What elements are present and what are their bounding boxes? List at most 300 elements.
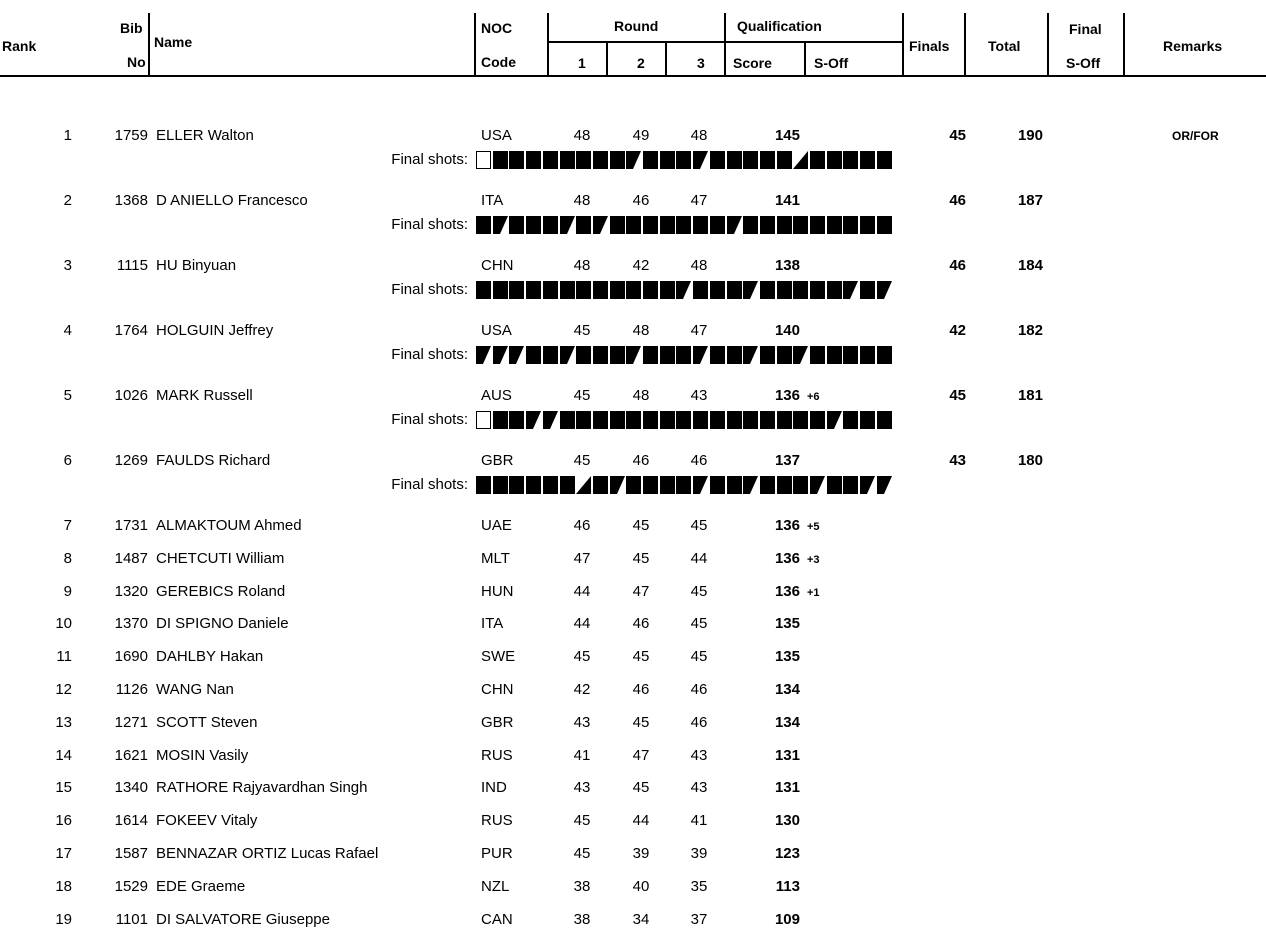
final-shots-label: Final shots: bbox=[391, 281, 468, 298]
hit-shot-icon bbox=[542, 151, 558, 169]
rank-cell: 15 bbox=[55, 779, 72, 797]
noc-cell: CHN bbox=[481, 257, 514, 274]
hit-shot-icon bbox=[726, 281, 742, 299]
round-3-cell: 43 bbox=[690, 746, 708, 764]
header-rank: Rank bbox=[2, 38, 37, 54]
round-3-cell: 45 bbox=[690, 615, 708, 633]
round-2-cell: 45 bbox=[632, 517, 650, 534]
rank-cell: 16 bbox=[55, 812, 72, 830]
total-cell: 190 bbox=[1017, 127, 1043, 144]
bib-cell: 1487 bbox=[114, 549, 148, 567]
partial-shot-icon bbox=[692, 476, 708, 494]
round-2-cell: 40 bbox=[632, 877, 650, 895]
hit-shot-icon bbox=[542, 346, 558, 364]
name-cell: GEREBICS Roland bbox=[156, 582, 286, 600]
hit-shot-icon bbox=[859, 281, 875, 299]
hit-shot-icon bbox=[592, 151, 608, 169]
name-cell: WANG Nan bbox=[156, 681, 234, 698]
name-cell: FAULDS Richard bbox=[156, 452, 271, 469]
hit-shot-icon bbox=[876, 151, 892, 169]
hit-shot-icon bbox=[826, 346, 842, 364]
name-cell: HU Binyuan bbox=[156, 257, 237, 274]
hit-shot-icon bbox=[625, 411, 641, 429]
qualification-score-cell: 136 bbox=[774, 517, 800, 534]
qualification-score-cell: 138 bbox=[774, 257, 800, 274]
qualification-score-cell: 131 bbox=[774, 746, 800, 764]
partial-shot-icon bbox=[575, 476, 591, 494]
hit-shot-icon bbox=[508, 216, 524, 234]
noc-cell: RUS bbox=[481, 812, 513, 830]
round-1-cell: 45 bbox=[573, 845, 591, 862]
hit-shot-icon bbox=[692, 281, 708, 299]
round-2-cell: 47 bbox=[632, 746, 650, 764]
partial-shot-icon bbox=[742, 346, 758, 364]
rank-cell: 3 bbox=[63, 257, 72, 274]
hit-shot-icon bbox=[809, 281, 825, 299]
hit-shot-icon bbox=[859, 216, 875, 234]
partial-shot-icon bbox=[809, 476, 825, 494]
hit-shot-icon bbox=[492, 281, 508, 299]
hit-shot-icon bbox=[525, 151, 541, 169]
finals-cell: 45 bbox=[949, 387, 966, 404]
hit-shot-icon bbox=[776, 151, 792, 169]
partial-shot-icon bbox=[792, 151, 808, 169]
hit-shot-icon bbox=[859, 346, 875, 364]
bib-cell: 1340 bbox=[114, 779, 148, 797]
hit-shot-icon bbox=[525, 216, 541, 234]
round-2-cell: 46 bbox=[632, 452, 650, 469]
rank-cell: 8 bbox=[63, 549, 72, 567]
hit-shot-icon bbox=[559, 281, 575, 299]
partial-shot-icon bbox=[492, 346, 508, 364]
partial-shot-icon bbox=[876, 476, 892, 494]
finals-cell: 43 bbox=[949, 452, 966, 469]
round-1-cell: 47 bbox=[573, 549, 591, 567]
hit-shot-icon bbox=[508, 411, 524, 429]
hit-shot-icon bbox=[759, 151, 775, 169]
hit-shot-icon bbox=[525, 346, 541, 364]
noc-cell: CAN bbox=[481, 910, 513, 928]
hit-shot-icon bbox=[609, 411, 625, 429]
hit-shot-icon bbox=[609, 346, 625, 364]
header-score: Score bbox=[733, 55, 772, 71]
header-bib-top: Bib bbox=[120, 20, 143, 36]
qualification-score-cell: 134 bbox=[774, 681, 800, 698]
round-1-cell: 44 bbox=[573, 582, 591, 600]
round-1-cell: 41 bbox=[573, 746, 591, 764]
name-cell: HOLGUIN Jeffrey bbox=[156, 322, 274, 339]
round-3-cell: 46 bbox=[690, 713, 708, 731]
hit-shot-icon bbox=[859, 151, 875, 169]
hit-shot-icon bbox=[475, 476, 491, 494]
hit-shot-icon bbox=[625, 281, 641, 299]
shoot-off-cell: +5 bbox=[807, 521, 820, 533]
hit-shot-icon bbox=[809, 151, 825, 169]
round-2-cell: 45 bbox=[632, 549, 650, 567]
final-shots-label: Final shots: bbox=[391, 216, 468, 233]
finals-cell: 46 bbox=[949, 257, 966, 274]
final-shots-label: Final shots: bbox=[391, 411, 468, 428]
qualification-score-cell: 135 bbox=[774, 648, 800, 666]
partial-shot-icon bbox=[542, 411, 558, 429]
partial-shot-icon bbox=[492, 216, 508, 234]
partial-shot-icon bbox=[826, 411, 842, 429]
hit-shot-icon bbox=[826, 476, 842, 494]
name-cell: MARK Russell bbox=[156, 387, 253, 404]
hit-shot-icon bbox=[759, 281, 775, 299]
hit-shot-icon bbox=[575, 281, 591, 299]
hit-shot-icon bbox=[742, 151, 758, 169]
noc-cell: GBR bbox=[481, 713, 514, 731]
hit-shot-icon bbox=[692, 411, 708, 429]
hit-shot-icon bbox=[842, 476, 858, 494]
round-2-cell: 45 bbox=[632, 648, 650, 666]
hit-shot-icon bbox=[609, 151, 625, 169]
rank-cell: 17 bbox=[55, 845, 72, 862]
bib-cell: 1368 bbox=[114, 192, 148, 209]
qualification-score-cell: 141 bbox=[774, 192, 800, 209]
hit-shot-icon bbox=[659, 216, 675, 234]
bib-cell: 1320 bbox=[114, 582, 148, 600]
hit-shot-icon bbox=[592, 281, 608, 299]
qualification-score-cell: 136 bbox=[774, 387, 800, 404]
bib-cell: 1764 bbox=[114, 322, 148, 339]
hit-shot-icon bbox=[726, 476, 742, 494]
hit-shot-icon bbox=[809, 411, 825, 429]
hit-shot-icon bbox=[625, 216, 641, 234]
hit-shot-icon bbox=[826, 281, 842, 299]
hit-shot-icon bbox=[659, 281, 675, 299]
hit-shot-icon bbox=[842, 411, 858, 429]
hit-shot-icon bbox=[792, 476, 808, 494]
bib-cell: 1759 bbox=[114, 127, 148, 144]
round-3-cell: 37 bbox=[690, 910, 708, 928]
round-3-cell: 48 bbox=[690, 127, 708, 144]
finals-cell: 46 bbox=[949, 192, 966, 209]
noc-cell: USA bbox=[481, 322, 512, 339]
final-shots-label: Final shots: bbox=[391, 151, 468, 168]
hit-shot-icon bbox=[826, 151, 842, 169]
name-cell: RATHORE Rajyavardhan Singh bbox=[156, 779, 368, 797]
rank-cell: 14 bbox=[55, 746, 72, 764]
noc-cell: HUN bbox=[481, 582, 514, 600]
hit-shot-icon bbox=[542, 216, 558, 234]
total-cell: 181 bbox=[1017, 387, 1043, 404]
hit-shot-icon bbox=[742, 216, 758, 234]
qualification-score-cell: 140 bbox=[774, 322, 800, 339]
round-3-cell: 41 bbox=[690, 812, 708, 830]
round-1-cell: 48 bbox=[573, 192, 591, 209]
hit-shot-icon bbox=[492, 476, 508, 494]
hit-shot-icon bbox=[525, 476, 541, 494]
shoot-off-cell: +1 bbox=[807, 586, 820, 599]
total-cell: 180 bbox=[1017, 452, 1043, 469]
round-1-cell: 45 bbox=[573, 648, 591, 666]
hit-shot-icon bbox=[842, 346, 858, 364]
round-1-cell: 48 bbox=[573, 127, 591, 144]
qualification-score-cell: 137 bbox=[774, 452, 800, 469]
shoot-off-cell: +3 bbox=[807, 553, 820, 566]
hit-shot-icon bbox=[859, 411, 875, 429]
round-1-cell: 45 bbox=[573, 322, 591, 339]
header-round: Round bbox=[614, 18, 659, 34]
total-cell: 182 bbox=[1017, 322, 1043, 339]
qualification-score-cell: 123 bbox=[774, 845, 800, 862]
hit-shot-icon bbox=[675, 411, 691, 429]
noc-cell: UAE bbox=[481, 517, 512, 534]
hit-shot-icon bbox=[709, 346, 725, 364]
name-cell: SCOTT Steven bbox=[156, 713, 258, 731]
hit-shot-icon bbox=[776, 476, 792, 494]
rank-cell: 11 bbox=[56, 648, 72, 666]
partial-shot-icon bbox=[792, 346, 808, 364]
hit-shot-icon bbox=[792, 411, 808, 429]
hit-shot-icon bbox=[842, 151, 858, 169]
bib-cell: 1690 bbox=[114, 648, 148, 666]
hit-shot-icon bbox=[508, 151, 524, 169]
rank-cell: 18 bbox=[55, 877, 72, 895]
hit-shot-icon bbox=[759, 346, 775, 364]
hit-shot-icon bbox=[559, 411, 575, 429]
hit-shot-icon bbox=[542, 281, 558, 299]
hit-shot-icon bbox=[525, 281, 541, 299]
name-cell: DI SALVATORE Giuseppe bbox=[156, 910, 330, 928]
bib-cell: 1269 bbox=[114, 452, 148, 469]
round-2-cell: 44 bbox=[632, 812, 650, 830]
hit-shot-icon bbox=[659, 346, 675, 364]
bib-cell: 1621 bbox=[114, 746, 148, 764]
qualification-score-cell: 109 bbox=[774, 910, 800, 928]
header-noc-top: NOC bbox=[481, 20, 513, 36]
qualification-score-cell: 145 bbox=[774, 127, 800, 144]
partial-shot-icon bbox=[559, 216, 575, 234]
header-noc-bottom: Code bbox=[481, 54, 516, 70]
header-qualification: Qualification bbox=[737, 18, 822, 34]
qualification-score-cell: 130 bbox=[774, 812, 800, 830]
partial-shot-icon bbox=[625, 346, 641, 364]
hit-shot-icon bbox=[475, 216, 491, 234]
hit-shot-icon bbox=[709, 476, 725, 494]
round-3-cell: 46 bbox=[690, 681, 708, 698]
noc-cell: SWE bbox=[481, 648, 516, 666]
hit-shot-icon bbox=[809, 346, 825, 364]
header-round-1: 1 bbox=[578, 55, 586, 71]
bib-cell: 1587 bbox=[114, 845, 148, 862]
bib-cell: 1101 bbox=[115, 910, 148, 928]
rank-cell: 6 bbox=[63, 452, 72, 469]
partial-shot-icon bbox=[508, 346, 524, 364]
finals-cell: 42 bbox=[949, 322, 966, 339]
partial-shot-icon bbox=[742, 281, 758, 299]
hit-shot-icon bbox=[625, 476, 641, 494]
noc-cell: RUS bbox=[481, 746, 513, 764]
hit-shot-icon bbox=[659, 476, 675, 494]
round-1-cell: 43 bbox=[573, 713, 591, 731]
name-cell: ALMAKTOUM Ahmed bbox=[156, 517, 302, 534]
hit-shot-icon bbox=[575, 346, 591, 364]
round-2-cell: 42 bbox=[632, 257, 650, 274]
name-cell: MOSIN Vasily bbox=[156, 746, 249, 764]
hit-shot-icon bbox=[675, 216, 691, 234]
name-cell: D ANIELLO Francesco bbox=[156, 192, 308, 209]
hit-shot-icon bbox=[759, 476, 775, 494]
hit-shot-icon bbox=[592, 411, 608, 429]
partial-shot-icon bbox=[842, 281, 858, 299]
header-total: Total bbox=[988, 38, 1021, 54]
hit-shot-icon bbox=[592, 476, 608, 494]
round-1-cell: 38 bbox=[573, 877, 591, 895]
empty-shot-icon bbox=[475, 151, 491, 169]
noc-cell: AUS bbox=[481, 387, 512, 404]
rank-cell: 4 bbox=[63, 322, 72, 339]
total-cell: 187 bbox=[1017, 192, 1043, 209]
name-cell: BENNAZAR ORTIZ Lucas Rafael bbox=[156, 845, 379, 862]
qualification-score-cell: 136 bbox=[774, 582, 800, 600]
round-3-cell: 35 bbox=[690, 877, 708, 895]
hit-shot-icon bbox=[726, 411, 742, 429]
rank-cell: 9 bbox=[63, 582, 72, 600]
remarks-cell: OR/FOR bbox=[1172, 129, 1219, 143]
bib-cell: 1026 bbox=[114, 387, 148, 404]
round-3-cell: 45 bbox=[690, 582, 708, 600]
round-1-cell: 45 bbox=[573, 387, 591, 404]
name-cell: CHETCUTI William bbox=[156, 549, 285, 567]
hit-shot-icon bbox=[642, 411, 658, 429]
round-2-cell: 46 bbox=[632, 192, 650, 209]
hit-shot-icon bbox=[726, 151, 742, 169]
round-3-cell: 44 bbox=[690, 549, 708, 567]
hit-shot-icon bbox=[876, 346, 892, 364]
round-1-cell: 48 bbox=[573, 257, 591, 274]
hit-shot-icon bbox=[809, 216, 825, 234]
bib-cell: 1370 bbox=[114, 615, 148, 633]
bib-cell: 1271 bbox=[114, 713, 148, 731]
round-1-cell: 46 bbox=[573, 517, 591, 534]
round-3-cell: 43 bbox=[690, 779, 708, 797]
hit-shot-icon bbox=[642, 151, 658, 169]
header-round-2: 2 bbox=[637, 55, 645, 71]
round-1-cell: 42 bbox=[573, 681, 591, 698]
hit-shot-icon bbox=[575, 411, 591, 429]
bib-cell: 1126 bbox=[115, 681, 148, 698]
hit-shot-icon bbox=[759, 216, 775, 234]
round-3-cell: 45 bbox=[690, 648, 708, 666]
header-final-top: Final bbox=[1069, 21, 1102, 37]
round-3-cell: 48 bbox=[690, 257, 708, 274]
partial-shot-icon bbox=[876, 281, 892, 299]
hit-shot-icon bbox=[508, 281, 524, 299]
partial-shot-icon bbox=[559, 346, 575, 364]
rank-cell: 13 bbox=[55, 713, 72, 731]
partial-shot-icon bbox=[675, 281, 691, 299]
hit-shot-icon bbox=[508, 476, 524, 494]
noc-cell: PUR bbox=[481, 845, 513, 862]
partial-shot-icon bbox=[726, 216, 742, 234]
hit-shot-icon bbox=[592, 346, 608, 364]
partial-shot-icon bbox=[692, 346, 708, 364]
hit-shot-icon bbox=[776, 281, 792, 299]
hit-shot-icon bbox=[609, 281, 625, 299]
round-2-cell: 46 bbox=[632, 681, 650, 698]
rank-cell: 5 bbox=[63, 387, 72, 404]
hit-shot-icon bbox=[492, 411, 508, 429]
round-2-cell: 45 bbox=[632, 779, 650, 797]
hit-shot-icon bbox=[475, 281, 491, 299]
name-cell: ELLER Walton bbox=[156, 127, 254, 144]
noc-cell: ITA bbox=[481, 615, 504, 633]
rank-cell: 2 bbox=[63, 192, 72, 209]
round-3-cell: 43 bbox=[690, 387, 708, 404]
header-bib-bottom: No bbox=[127, 54, 146, 70]
name-cell: EDE Graeme bbox=[156, 877, 246, 895]
hit-shot-icon bbox=[742, 411, 758, 429]
round-3-cell: 39 bbox=[690, 845, 708, 862]
shoot-off-cell: +6 bbox=[807, 391, 820, 403]
round-3-cell: 46 bbox=[690, 452, 708, 469]
hit-shot-icon bbox=[826, 216, 842, 234]
noc-cell: MLT bbox=[481, 549, 510, 567]
partial-shot-icon bbox=[525, 411, 541, 429]
round-3-cell: 47 bbox=[690, 322, 708, 339]
hit-shot-icon bbox=[709, 216, 725, 234]
hit-shot-icon bbox=[792, 281, 808, 299]
bib-cell: 1529 bbox=[114, 877, 148, 895]
hit-shot-icon bbox=[692, 216, 708, 234]
hit-shot-icon bbox=[776, 411, 792, 429]
hit-shot-icon bbox=[792, 216, 808, 234]
hit-shot-icon bbox=[575, 151, 591, 169]
header-round-3: 3 bbox=[697, 55, 705, 71]
hit-shot-icon bbox=[776, 216, 792, 234]
round-1-cell: 44 bbox=[573, 615, 591, 633]
hit-shot-icon bbox=[659, 151, 675, 169]
hit-shot-icon bbox=[709, 411, 725, 429]
round-2-cell: 47 bbox=[632, 582, 650, 600]
partial-shot-icon bbox=[625, 151, 641, 169]
noc-cell: NZL bbox=[481, 877, 510, 895]
hit-shot-icon bbox=[876, 411, 892, 429]
round-2-cell: 45 bbox=[632, 713, 650, 731]
hit-shot-icon bbox=[609, 216, 625, 234]
total-cell: 184 bbox=[1017, 257, 1043, 274]
hit-shot-icon bbox=[542, 476, 558, 494]
hit-shot-icon bbox=[726, 346, 742, 364]
qualification-score-cell: 134 bbox=[774, 713, 800, 731]
round-1-cell: 45 bbox=[573, 812, 591, 830]
round-3-cell: 45 bbox=[690, 517, 708, 534]
name-cell: DI SPIGNO Daniele bbox=[156, 615, 289, 633]
final-shots-label: Final shots: bbox=[391, 476, 468, 493]
partial-shot-icon bbox=[609, 476, 625, 494]
noc-cell: IND bbox=[481, 779, 507, 797]
hit-shot-icon bbox=[709, 151, 725, 169]
hit-shot-icon bbox=[675, 476, 691, 494]
rank-cell: 7 bbox=[63, 517, 72, 534]
round-2-cell: 49 bbox=[632, 127, 650, 144]
hit-shot-icon bbox=[492, 151, 508, 169]
noc-cell: ITA bbox=[481, 192, 504, 209]
hit-shot-icon bbox=[575, 216, 591, 234]
partial-shot-icon bbox=[742, 476, 758, 494]
final-shots-label: Final shots: bbox=[391, 346, 468, 363]
hit-shot-icon bbox=[642, 216, 658, 234]
hit-shot-icon bbox=[642, 346, 658, 364]
bib-cell: 1614 bbox=[114, 812, 148, 830]
hit-shot-icon bbox=[559, 476, 575, 494]
qualification-score-cell: 113 bbox=[775, 877, 800, 895]
hit-shot-icon bbox=[559, 151, 575, 169]
qualification-score-cell: 135 bbox=[774, 615, 800, 633]
